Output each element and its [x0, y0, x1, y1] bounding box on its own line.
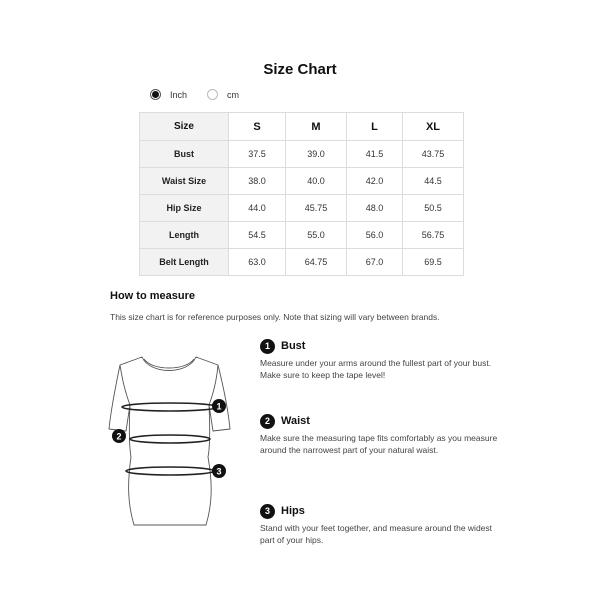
- table-cell: 64.75: [286, 249, 347, 276]
- step-description: Stand with your feet together, and measure around the widest part of your hips.: [260, 523, 493, 545]
- table-row: [140, 222, 464, 249]
- table-cell: 37.5: [229, 141, 286, 168]
- step-number-1-icon: 1: [260, 339, 275, 354]
- size-chart-table: [139, 112, 464, 276]
- row-header: Waist Size: [140, 168, 229, 195]
- how-to-measure-heading: How to measure: [110, 290, 195, 302]
- marker-3-icon: [212, 464, 226, 478]
- disclaimer-text: This size chart is for reference purposes only. Note that sizing will vary between brands.: [110, 312, 440, 322]
- table-cell: 67.0: [347, 249, 403, 276]
- column-header: M: [286, 113, 347, 141]
- table-header-row: [140, 113, 464, 141]
- table-cell: 45.75: [286, 195, 347, 222]
- column-header: L: [347, 113, 403, 141]
- table-cell: 55.0: [286, 222, 347, 249]
- radio-unselected-icon[interactable]: [207, 89, 218, 100]
- row-header: Bust: [140, 141, 229, 168]
- table-cell: 44.5: [403, 168, 464, 195]
- table-corner-cell: Size: [140, 113, 229, 141]
- table-row: [140, 168, 464, 195]
- waist-measure-line: [130, 435, 210, 443]
- step-description: Make sure the measuring tape fits comfortably as you measure around the narrowest part of your natural waist.: [260, 433, 498, 455]
- table-cell: 54.5: [229, 222, 286, 249]
- step-number-2-icon: 2: [260, 414, 275, 429]
- dress-outline: [109, 357, 230, 525]
- table-cell: 44.0: [229, 195, 286, 222]
- table-cell: 48.0: [347, 195, 403, 222]
- step-title: Waist: [281, 415, 310, 427]
- table-cell: 56.0: [347, 222, 403, 249]
- table-row: [140, 195, 464, 222]
- svg-text:1: 1: [216, 401, 222, 412]
- unit-cm-label: cm: [227, 89, 239, 100]
- row-header: Belt Length: [140, 249, 229, 276]
- sleeve-seam-left: [120, 365, 130, 405]
- table-cell: 38.0: [229, 168, 286, 195]
- radio-selected-icon[interactable]: [150, 89, 161, 100]
- table-row: [140, 249, 464, 276]
- table-cell: 63.0: [229, 249, 286, 276]
- sleeve-seam-right: [209, 365, 218, 405]
- column-header: S: [229, 113, 286, 141]
- column-header: XL: [403, 113, 464, 141]
- step-number-3-icon: 3: [260, 504, 275, 519]
- marker-2-icon: [112, 429, 126, 443]
- table-cell: 39.0: [286, 141, 347, 168]
- svg-text:3: 3: [216, 466, 222, 477]
- svg-text:2: 2: [116, 431, 122, 442]
- table-cell: 50.5: [403, 195, 464, 222]
- unit-inch-radio[interactable]: [150, 89, 187, 100]
- step-waist: [260, 413, 500, 456]
- table-cell: 41.5: [347, 141, 403, 168]
- unit-cm-radio[interactable]: [207, 89, 239, 100]
- table-cell: 40.0: [286, 168, 347, 195]
- table-cell: 56.75: [403, 222, 464, 249]
- marker-1-icon: [212, 399, 226, 413]
- bust-measure-line: [122, 403, 218, 411]
- unit-inch-label: Inch: [170, 89, 188, 100]
- step-hips: [260, 503, 500, 546]
- step-description: Measure under your arms around the fullest part of your bust. Make sure to keep the tape level!: [260, 358, 492, 380]
- table-cell: 42.0: [347, 168, 403, 195]
- table-row: [140, 141, 464, 168]
- row-header: Hip Size: [140, 195, 229, 222]
- table-cell: 43.75: [403, 141, 464, 168]
- table-cell: 69.5: [403, 249, 464, 276]
- step-bust: [260, 338, 500, 381]
- step-title: Bust: [281, 340, 306, 352]
- page-title: Size Chart: [263, 61, 337, 78]
- step-title: Hips: [281, 505, 305, 517]
- row-header: Length: [140, 222, 229, 249]
- hip-measure-line: [126, 467, 214, 475]
- dress-measurement-figure: [100, 345, 240, 535]
